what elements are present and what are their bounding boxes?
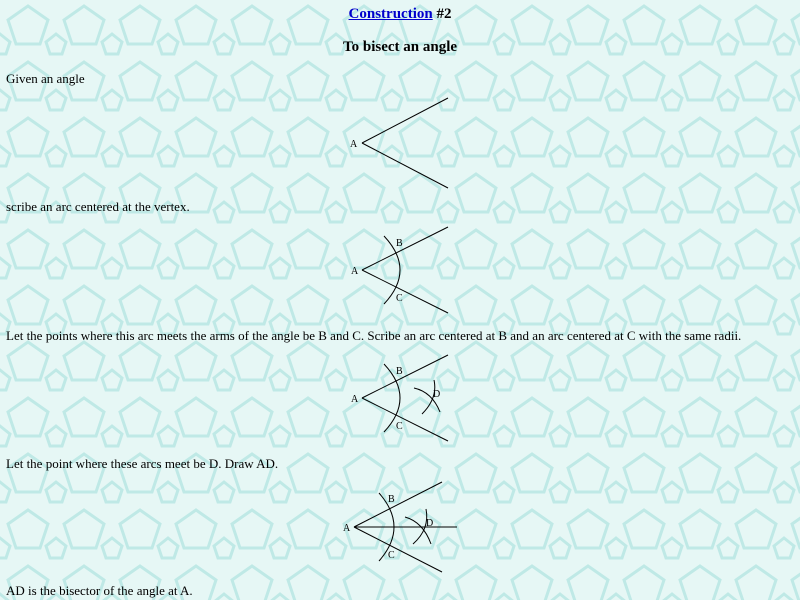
step-5-text: AD is the bisector of the angle at A. bbox=[6, 583, 193, 598]
label-c: C bbox=[396, 421, 403, 432]
step-1-text: Given an angle bbox=[6, 71, 85, 86]
construction-link[interactable]: Construction bbox=[348, 6, 433, 22]
label-c: C bbox=[396, 293, 403, 304]
label-b: B bbox=[396, 238, 403, 249]
angle-arm-upper bbox=[362, 227, 448, 270]
step-2-text: scribe an arc centered at the vertex. bbox=[6, 199, 190, 214]
angle-arm-lower bbox=[354, 527, 442, 572]
label-c: C bbox=[388, 550, 395, 561]
figure-arcs-from-b-and-c bbox=[340, 352, 460, 448]
label-a: A bbox=[351, 394, 359, 405]
page-title bbox=[0, 6, 800, 23]
page-subtitle: To bisect an angle bbox=[342, 39, 458, 55]
figure-arc-at-vertex bbox=[340, 224, 460, 320]
label-a: A bbox=[351, 266, 359, 277]
construction-number: #2 bbox=[436, 6, 452, 22]
angle-arm-lower bbox=[362, 398, 448, 441]
label-a: A bbox=[343, 523, 351, 534]
angle-arm-upper bbox=[362, 98, 448, 143]
angle-arm-lower bbox=[362, 143, 448, 188]
step-3-text: Let the points where this arc meets the arms of the angle be B and C. Scribe an arc centered at B and an arc centered at C with the same radii. bbox=[6, 328, 742, 343]
label-b: B bbox=[396, 366, 403, 377]
figure-draw-ad bbox=[335, 480, 465, 576]
label-d: D bbox=[426, 518, 434, 529]
label-a: A bbox=[350, 139, 358, 150]
figure-given-angle bbox=[340, 92, 460, 192]
step-4-text: Let the point where these arcs meet be D. Draw AD. bbox=[6, 456, 279, 471]
label-b: B bbox=[388, 494, 395, 505]
angle-arm-lower bbox=[362, 270, 448, 313]
label-d: D bbox=[433, 389, 441, 400]
